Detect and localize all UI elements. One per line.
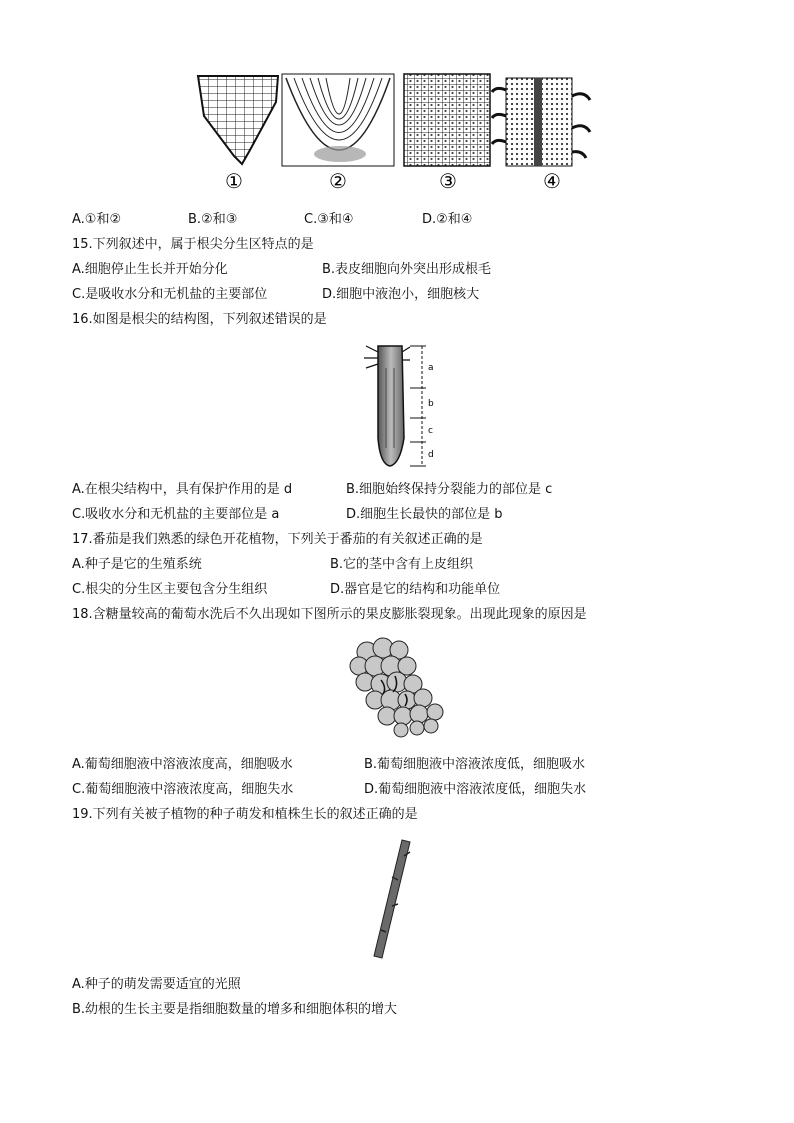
panel-1-root-cap — [196, 74, 280, 166]
q16-option-b: B.细胞始终保持分裂能力的部位是 c — [346, 482, 553, 497]
grape-figure — [345, 636, 450, 741]
q15-option-c: C.是吸收水分和无机盐的主要部位 — [72, 287, 268, 302]
q16-option-c: C.吸收水分和无机盐的主要部位是 a — [72, 507, 280, 522]
root-label-b: b — [428, 399, 434, 409]
q15-option-d: D.细胞中液泡小，细胞核大 — [322, 287, 480, 302]
q14-option-b: B.②和③ — [188, 212, 238, 227]
q19-option-b: B.幼根的生长主要是指细胞数量的增多和细胞体积的增大 — [72, 1002, 398, 1017]
q18-option-a: A.葡萄细胞液中溶液浓度高，细胞吸水 — [72, 757, 293, 772]
q19-option-a: A.种子的萌发需要适宜的光照 — [72, 977, 241, 992]
q16-option-a: A.在根尖结构中，具有保护作用的是 d — [72, 482, 293, 497]
panel-2-meristem — [282, 74, 394, 166]
q17-option-b: B.它的茎中含有上皮组织 — [330, 557, 474, 572]
q17-stem: 17.番茄是我们熟悉的绿色开花植物，下列关于番茄的有关叙述正确的是 — [72, 532, 483, 547]
root-label-a: a — [428, 363, 434, 373]
root-cells-figure — [190, 72, 610, 197]
figure-label-2: ② — [329, 169, 347, 193]
q15-option-b: B.表皮细胞向外突出形成根毛 — [322, 262, 492, 277]
q16-stem: 16.如图是根尖的结构图，下列叙述错误的是 — [72, 312, 327, 327]
q16-option-d: D.细胞生长最快的部位是 b — [346, 507, 503, 522]
panel-3-elongation — [404, 74, 490, 166]
q18-option-c: C.葡萄细胞液中溶液浓度高，细胞失水 — [72, 782, 294, 797]
q14-option-a: A.①和② — [72, 212, 122, 227]
panel-4-maturation — [492, 78, 590, 166]
root-label-d: d — [428, 450, 434, 460]
root-label-c: c — [428, 426, 433, 436]
q14-option-c: C.③和④ — [304, 212, 354, 227]
q19-stem: 19.下列有关被子植物的种子萌发和植株生长的叙述正确的是 — [72, 807, 418, 822]
figure-label-1: ① — [225, 169, 243, 193]
q18-option-d: D.葡萄细胞液中溶液浓度低，细胞失水 — [364, 782, 587, 797]
q18-stem: 18.含糖量较高的葡萄水洗后不久出现如下图所示的果皮膨胀裂现象。出现此现象的原因是 — [72, 607, 587, 622]
figure-label-4: ④ — [543, 169, 561, 193]
q15-option-a: A.细胞停止生长并开始分化 — [72, 262, 228, 277]
q17-option-a: A.种子是它的生殖系统 — [72, 557, 202, 572]
stem-figure — [360, 836, 440, 964]
q17-option-c: C.根尖的分生区主要包含分生组织 — [72, 582, 268, 597]
q15-stem: 15.下列叙述中，属于根尖分生区特点的是 — [72, 237, 314, 252]
figure-label-3: ③ — [439, 169, 457, 193]
q18-option-b: B.葡萄细胞液中溶液浓度低，细胞吸水 — [364, 757, 586, 772]
q14-option-d: D.②和④ — [422, 212, 473, 227]
root-tip-figure — [360, 338, 440, 468]
q17-option-d: D.器官是它的结构和功能单位 — [330, 582, 501, 597]
